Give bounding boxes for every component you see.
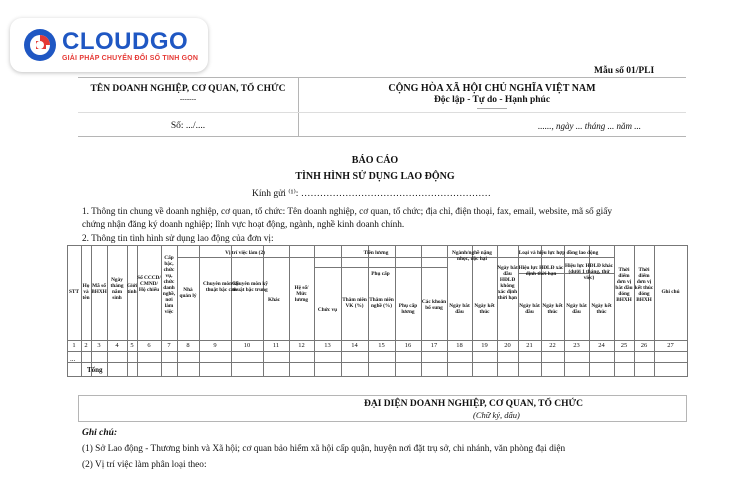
grid-hline — [497, 257, 614, 258]
col-hoten: Họ và tên — [82, 283, 90, 301]
rep-bottom-line — [78, 421, 686, 422]
column-number: 18 — [456, 342, 463, 349]
grid-vline — [421, 245, 422, 377]
grid-vline — [199, 245, 200, 377]
grid-vline — [341, 245, 342, 377]
column-number: 20 — [504, 342, 511, 349]
grid-vline — [127, 245, 128, 377]
col-ng-batdau: Ngày bắt đầu — [449, 303, 470, 315]
grid-vline — [614, 245, 615, 377]
recipient-line: Kính gửi ⁽¹⁾: …………………………………………………… — [252, 189, 491, 199]
grid-vline — [263, 245, 264, 377]
col-cmkt-tb: Chuyên môn kỹ thuật bậc trung — [232, 281, 268, 293]
document-number: Số: .../.... — [170, 121, 206, 131]
motto: Độc lập - Tự do - Hạnh phúc — [433, 95, 551, 105]
column-number: 5 — [130, 342, 134, 349]
column-number: 10 — [243, 342, 251, 349]
grid-hline — [289, 257, 447, 258]
grid-vline — [91, 245, 92, 377]
column-number: 17 — [430, 342, 438, 349]
grid-vline — [289, 245, 290, 377]
column-number: 8 — [186, 342, 190, 349]
grid-vline — [137, 245, 138, 377]
logo-tagline: GIẢI PHÁP CHUYỂN ĐỔI SỐ TINH GỌN — [62, 55, 199, 62]
col-xd-ketthuc: Ngày kết thúc — [542, 303, 563, 315]
col-pc-luong: Phụ cấp lương — [398, 303, 418, 315]
col-kh-batdau: Ngày bắt đầu — [566, 303, 587, 315]
group-loaihd: Loại và hiệu lực hợp đồng lao động — [518, 250, 599, 256]
col-khong-xac-dinh: Ngày bắt đầu HĐLĐ không xác định thời hạn — [497, 265, 518, 301]
column-number: 23 — [573, 342, 580, 349]
labor-table — [67, 245, 687, 377]
column-number: 6 — [147, 342, 151, 349]
representative-sign: (Chữ ký, dấu) — [473, 410, 520, 420]
date-line: ......, ngày ... tháng ... năm ... — [538, 121, 641, 131]
column-number: 22 — [549, 342, 556, 349]
column-number: 25 — [620, 342, 628, 349]
column-number: 7 — [167, 342, 171, 349]
total-label: Tổng — [87, 366, 103, 374]
grid-hline — [177, 257, 289, 258]
rep-left-line — [78, 395, 79, 422]
group-tienluong: Tiền lương — [363, 250, 389, 256]
grid-vline — [231, 245, 232, 377]
group-nganhnghe: Ngành/nghề nặng nhọc, độc hại — [452, 250, 492, 262]
grid-hline — [67, 376, 687, 377]
org-dashes: ------- — [179, 95, 197, 103]
motto-dashes: --------------- — [477, 106, 507, 112]
col-stt: STT — [68, 289, 79, 295]
cloudgo-logo — [10, 18, 208, 72]
col-masobhxh: Mã số BHXH — [91, 283, 107, 295]
report-subtitle: TÌNH HÌNH SỬ DỤNG LAO ĐỘNG — [295, 171, 455, 182]
column-number: 1 — [72, 342, 76, 349]
logo-name: CLOUDGO — [62, 28, 189, 55]
col-bhxh-ketthuc: Thời điểm đơn vị kết thúc đóng BHXH — [634, 267, 654, 303]
column-number: 3 — [97, 342, 101, 349]
grid-vline — [67, 245, 68, 377]
dots-row: ... — [70, 355, 76, 363]
column-number: 26 — [640, 342, 648, 349]
report-title: BÁO CÁO — [351, 155, 399, 166]
column-number: 13 — [324, 342, 331, 349]
col-bhxh-batdau: Thời điểm đơn vị bắt đầu đóng BHXH — [615, 267, 633, 303]
col-kh-ketthuc: Ngày kết thúc — [591, 303, 612, 315]
group-vitri: Vị trí việc làm (2) — [225, 250, 265, 256]
col-thamnien-vk: Thâm niên VK (%) — [342, 297, 367, 309]
col-capbac: Cấp bậc, chức vụ, chức danh nghề, nơi làm việc — [162, 255, 176, 315]
col-ngaysinh: Ngày tháng năm sinh — [110, 277, 124, 301]
grid-hline — [67, 362, 687, 363]
representative-title: ĐẠI DIỆN DOANH NGHIỆP, CƠ QUAN, TỔ CHỨC — [364, 399, 583, 409]
column-number: 21 — [526, 342, 533, 349]
group-hd-xac-dinh: Hiệu lực HĐLĐ xác định thời hạn — [518, 265, 564, 277]
header-bottom-line — [78, 136, 686, 137]
column-number: 15 — [378, 342, 385, 349]
column-number: 16 — [404, 342, 412, 349]
column-number: 14 — [351, 342, 358, 349]
col-ghichu: Ghi chú — [661, 289, 680, 295]
grid-vline — [634, 245, 635, 377]
column-number: 27 — [667, 342, 674, 349]
col-thamnien-nghe: Thâm niên nghề (%) — [369, 297, 394, 309]
rep-right-line — [686, 395, 687, 422]
header-top-line — [78, 77, 686, 78]
column-number: 11 — [272, 342, 280, 349]
col-cmkt-cao: Chuyên môn kỹ thuật bậc cao — [203, 281, 239, 293]
column-number: 9 — [213, 342, 217, 349]
grid-vline — [687, 245, 688, 377]
column-number: 19 — [481, 342, 488, 349]
group-phucap: Phụ cấp — [371, 271, 390, 277]
form-code: Mẫu số 01/PLI — [594, 66, 655, 76]
note-1: (1) Sở Lao động - Thương binh và Xã hội; cơ quan bảo hiểm xã hội cấp quận, huyện nơi đặt trụ sở, chi nhánh, văn phòng đại diện — [82, 444, 566, 454]
group-hd-khac: Hiệu lực HĐLĐ khác (dưới 1 tháng, thử việc) — [564, 263, 614, 281]
header-divider — [298, 77, 299, 137]
column-number: 2 — [84, 342, 88, 349]
grid-hline — [67, 340, 687, 341]
col-gioitinh: Giới tính — [127, 283, 137, 295]
col-khoan-bs: Các khoản bổ sung — [421, 299, 447, 311]
grid-vline — [81, 245, 82, 377]
republic-title: CỘNG HÒA XÃ HỘI CHỦ NGHĨA VIỆT NAM — [388, 83, 596, 94]
grid-vline — [177, 245, 178, 377]
note-2: (2) Vị trí việc làm phân loại theo: — [82, 460, 207, 470]
grid-hline — [67, 351, 687, 352]
col-cccd: Số CCCD/ CMND/ Hộ chiếu — [137, 275, 161, 293]
col-heso: Hệ số/ Mức lương — [294, 285, 309, 303]
column-number: 24 — [598, 342, 605, 349]
section1-line2: chứng nhận đăng ký doanh nghiệp; lĩnh vực hoạt động, ngành, nghề kinh doanh chính. — [82, 220, 405, 230]
grid-vline — [107, 245, 108, 377]
column-number: 12 — [298, 342, 305, 349]
header-mid-line — [78, 112, 686, 113]
rep-top-line — [78, 395, 686, 396]
section1-line1: 1. Thông tin chung về doanh nghiệp, cơ quan, tổ chức: Tên doanh nghiệp, cơ quan, tổ chức; địa chỉ, điện thoại, fax, email, website, mã số giấy — [82, 207, 612, 217]
col-ng-ketthuc: Ngày kết thúc — [474, 303, 495, 315]
col-xd-batdau: Ngày bắt đầu — [519, 303, 540, 315]
grid-vline — [654, 245, 655, 377]
org-label: TÊN DOANH NGHIỆP, CƠ QUAN, TỔ CHỨC — [90, 84, 286, 94]
grid-hline — [314, 267, 447, 268]
col-khac: Khác — [267, 297, 281, 303]
notes-title: Ghi chú: — [82, 428, 118, 438]
grid-hline — [67, 245, 687, 246]
column-number: 4 — [115, 342, 119, 349]
cloudgo-logo-icon — [22, 27, 58, 63]
grid-vline — [368, 245, 369, 377]
section2-title: 2. Thông tin tình hình sử dụng lao động của đơn vị: — [82, 234, 274, 244]
col-chucvu: Chức vụ — [317, 307, 338, 313]
col-nhaquanly: Nhà quản lý — [179, 287, 197, 299]
